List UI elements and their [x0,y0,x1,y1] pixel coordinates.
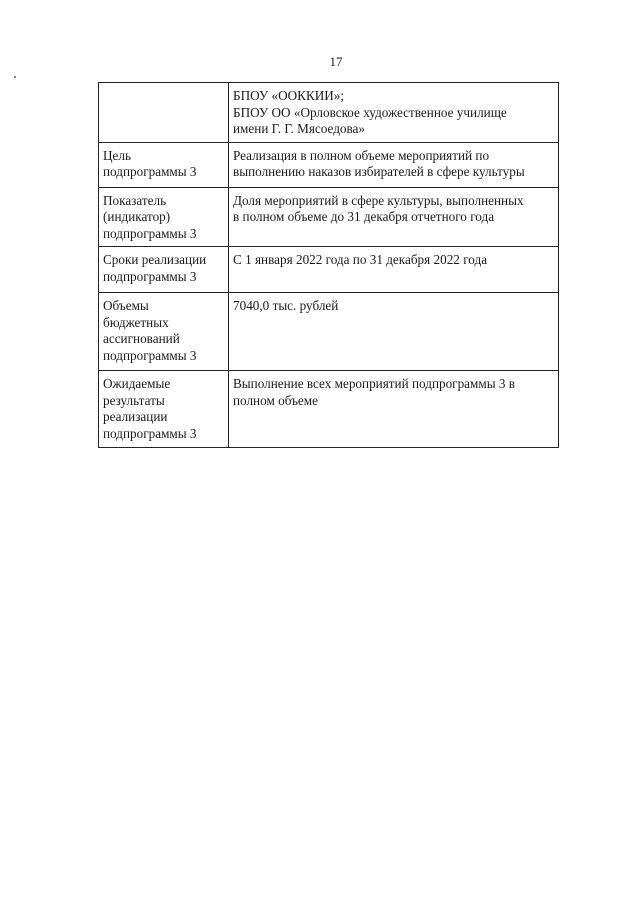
label-line: Показатель [103,192,167,208]
value-line: Доля мероприятий в сфере культуры, выполненных [233,192,524,208]
row-value-cell [229,142,559,187]
label-line: Цель [103,147,131,163]
value-line: БПОУ «ООККИИ»; [233,88,345,103]
label-line: ассигнований [103,331,180,346]
label-line: подпрограммы 3 [103,225,197,241]
row-label-cell [99,142,229,187]
table-row [99,83,559,143]
value-line: БПОУ ОО «Орловское художественное училище [233,104,507,120]
value-line: имени Г. Г. Мясоедова» [233,121,366,136]
value-line: Реализация в полном объеме мероприятий по [233,147,490,163]
subprogram-passport-table [98,82,559,448]
table-row [99,187,559,247]
row-label-cell [99,247,229,293]
row-value-cell [229,293,559,371]
table-row [99,371,559,448]
row-label-cell [99,371,229,448]
label-line: (индикатор) [103,209,171,224]
label-line: подпрограммы 3 [103,347,197,363]
page-number: 17 [329,54,343,69]
label-line: бюджетных [103,314,169,330]
label-line: реализации [103,409,168,424]
row-value-cell [229,83,559,143]
value-line: в полном объеме до 31 декабря отчетного года [233,209,495,224]
table-row [99,293,559,371]
label-line: Сроки реализации [103,252,207,267]
value-line: выполнению наказов избирателей в сфере культуры [233,164,525,179]
row-label-cell [99,293,229,371]
label-line: Ожидаемые [103,376,171,391]
table-row [99,142,559,187]
value-line: С 1 января 2022 года по 31 декабря 2022 года [233,252,488,267]
value-line: Выполнение всех мероприятий подпрограммы 3 в [233,376,516,391]
value-line: 7040,0 тыс. рублей [233,298,339,313]
label-line: результаты [103,392,165,408]
row-value-cell [229,371,559,448]
label-line: подпрограммы 3 [103,425,197,441]
label-line: подпрограммы 3 [103,268,197,284]
row-value-cell [229,247,559,293]
label-line: Объемы [103,298,149,313]
scan-speck [14,76,16,78]
label-line: подпрограммы 3 [103,164,197,179]
row-label-cell [99,187,229,247]
row-label-cell [99,83,229,143]
table-row [99,247,559,293]
row-value-cell [229,187,559,247]
value-line: полном объеме [233,392,318,408]
